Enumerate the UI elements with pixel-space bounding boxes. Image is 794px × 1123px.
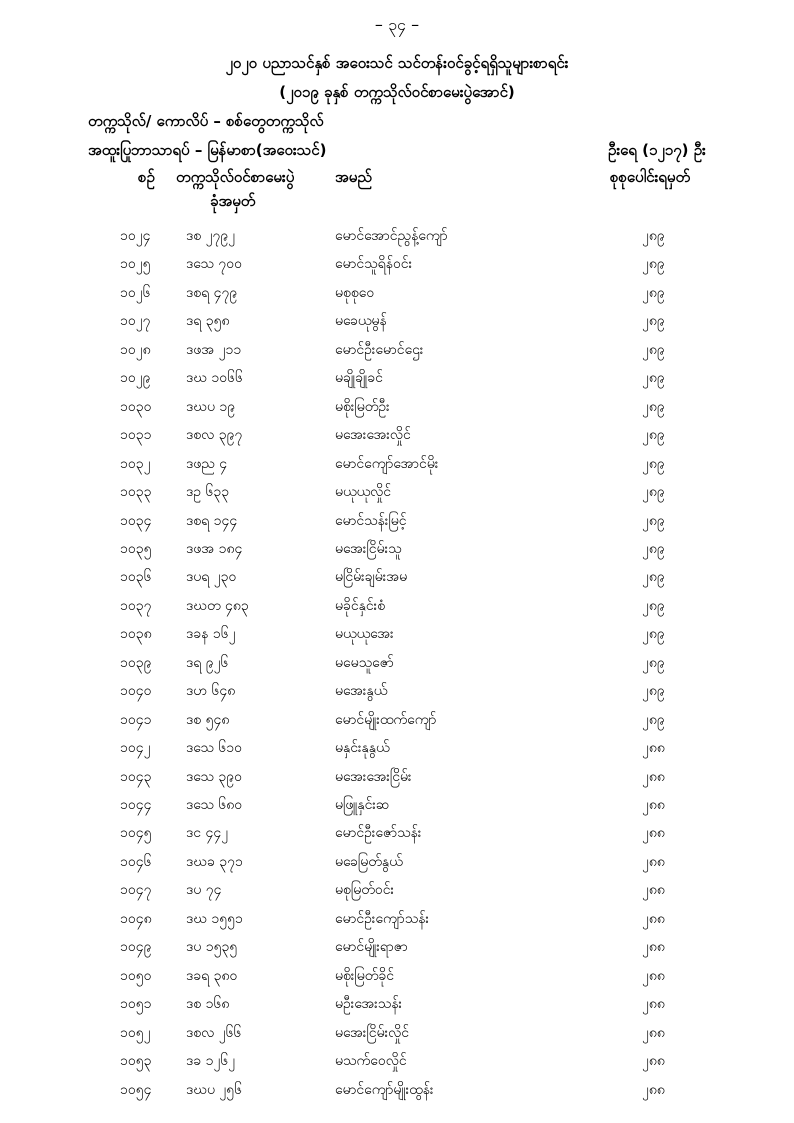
- table-row: [0, 226, 794, 254]
- cell-roll: ဒသေ ၆၁၀: [186, 740, 242, 757]
- cell-name: မစိုးမြတ်ဦး: [335, 398, 390, 415]
- cell-no: ၁၀၄၈: [120, 910, 152, 927]
- table-row: [0, 880, 794, 908]
- cell-roll: ဒသေ ၃၉၀: [186, 768, 242, 785]
- table-row: [0, 311, 794, 339]
- cell-roll: ဒင ၄၄၂: [186, 825, 229, 842]
- cell-roll: ဒဖည ၄: [186, 455, 228, 472]
- cell-no: ၁၀၃၁: [120, 427, 152, 444]
- cell-total: ၂၈၉: [642, 626, 665, 643]
- cell-no: ၁၀၅၂: [120, 1024, 151, 1041]
- cell-no: ၁၀၃၃: [120, 484, 152, 501]
- cell-no: ၁၀၃၀: [120, 398, 152, 415]
- cell-name: မောင်ကျော်မျိုးထွန်း: [335, 1081, 434, 1098]
- cell-total: ၂၈၉: [642, 427, 665, 444]
- cell-roll: ဒရ ၃၅၈: [186, 313, 230, 330]
- table-row: [0, 994, 794, 1022]
- cell-total: ၂၈၉: [642, 341, 665, 358]
- cell-no: ၁၀၄၉: [120, 939, 152, 956]
- cell-roll: ဒပ ၇၄: [186, 882, 222, 899]
- table-row: [0, 567, 794, 595]
- cell-total: ၂၈၈: [642, 1081, 665, 1098]
- cell-no: ၁၀၂၄: [120, 228, 151, 244]
- cell-roll: ဒပရ ၂၃၀: [186, 569, 237, 586]
- cell-name: မအေးအေးလှိုင်: [335, 427, 411, 444]
- table-row: [0, 454, 794, 482]
- cell-total: ၂၈၉: [642, 398, 665, 415]
- cell-name: မစုမြတ်ဝင်း: [335, 882, 395, 899]
- cell-no: ၁၀၅၁: [120, 996, 152, 1013]
- cell-no: ၁၀၃၅: [120, 540, 152, 557]
- table-row: [0, 624, 794, 652]
- cell-no: ၁၀၄၅: [120, 825, 152, 842]
- cell-no: ၁၀၂၉: [120, 370, 151, 387]
- cell-no: ၁၀၄၆: [120, 853, 152, 870]
- table-row: [0, 966, 794, 994]
- table-row: [0, 1051, 794, 1079]
- cell-no: ၁၀၃၉: [120, 654, 152, 671]
- cell-roll: ဒဟ ၆၄၈: [186, 683, 236, 700]
- cell-total: ၂၈၉: [642, 512, 665, 529]
- table-row: [0, 1023, 794, 1051]
- table-row: [0, 539, 794, 567]
- cell-total: ၂၈၉: [642, 711, 665, 728]
- table-row: [0, 397, 794, 425]
- cell-total: ၂၈၈: [642, 882, 665, 899]
- cell-name: မအေးငြိမ်းလှိုင်: [335, 1024, 410, 1041]
- cell-name: မောင်ဦးမောင်ဌေး: [335, 341, 424, 358]
- cell-roll: ဒဖအ ၂၁၁: [186, 341, 242, 358]
- cell-name: မအေးနွယ်: [335, 683, 388, 700]
- subject-line: အထူးပြုဘာသာရပ် – မြန်မာစာ(အဝေးသင်): [88, 141, 327, 159]
- cell-roll: ဒခ ၁၂၆၂: [186, 1053, 236, 1070]
- cell-total: ၂၈၈: [642, 1053, 665, 1070]
- table-row: [0, 738, 794, 766]
- cell-total: ၂၈၉: [642, 597, 665, 614]
- cell-total: ၂၈၈: [642, 1024, 665, 1041]
- column-header-roll: တက္ကသိုလ်ဝင်စာမေးပွဲ: [176, 168, 295, 186]
- cell-roll: ဒစလ ၂၆၆: [186, 1024, 242, 1041]
- table-row: [0, 852, 794, 880]
- cell-no: ၁၀၂၆: [120, 284, 151, 301]
- cell-total: ၂၈၉: [642, 284, 665, 301]
- cell-total: ၂၈၉: [642, 484, 665, 501]
- cell-no: ၁၀၂၈: [120, 341, 151, 358]
- cell-no: ၁၀၄၂: [120, 740, 151, 757]
- cell-total: ၂၈၉: [642, 683, 665, 700]
- table-row: [0, 681, 794, 709]
- column-header-no: စဉ်: [138, 168, 155, 186]
- cell-name: မနှင်းနုနွယ်: [335, 740, 390, 757]
- cell-no: ၁၀၅၀: [120, 967, 152, 984]
- cell-roll: ဒဖအ ၁၈၄: [186, 540, 243, 557]
- cell-roll: ဒစ ၂၇၉၂: [186, 228, 236, 244]
- cell-no: ၁၀၄၄: [120, 797, 152, 813]
- cell-roll: ဒစ ၅၄၈: [186, 711, 230, 728]
- cell-total: ၂၈၈: [642, 967, 665, 984]
- cell-no: ၁၀၃၈: [120, 626, 152, 643]
- table-row: [0, 653, 794, 681]
- cell-roll: ဒရ ၉၂၆: [186, 654, 229, 671]
- cell-name: မောင်မျိုးရာဇာ: [335, 939, 408, 956]
- cell-total: ၂၈၉: [642, 569, 665, 586]
- cell-no: ၁၀၅၃: [120, 1053, 152, 1070]
- cell-total: ၂၈၉: [642, 228, 665, 244]
- cell-roll: ဒဃခ ၃၇၁: [186, 853, 243, 870]
- cell-total: ၂၈၈: [642, 740, 665, 757]
- cell-total: ၂၈၈: [642, 910, 665, 927]
- cell-name: မချိုချိုခင်: [335, 370, 383, 387]
- cell-roll: ဒခန ၁၆၂: [186, 626, 236, 643]
- cell-name: မဦးအေးသန်း: [335, 996, 403, 1013]
- cell-no: ၁၀၃၆: [120, 569, 152, 586]
- cell-name: မယုယုလှိုင်: [335, 484, 392, 501]
- table-row: [0, 710, 794, 738]
- cell-name: မအေးအေးငြိမ်း: [335, 768, 412, 785]
- table-row: [0, 368, 794, 396]
- cell-name: မသက်ဝေလှိုင်: [335, 1053, 407, 1070]
- page-number: – ၃၄ –: [374, 15, 420, 34]
- cell-name: မောင်သန်းမြင့်: [335, 512, 407, 529]
- column-header-roll-continued: ခုံအမှတ်: [210, 192, 256, 210]
- cell-name: မခေယုမွန်: [335, 313, 387, 330]
- column-header-total: စုစုပေါင်းရမှတ်: [610, 168, 691, 186]
- document-subtitle: (၂၀၁၉ ခုနှစ် တက္ကသိုလ်ဝင်စာမေးပွဲအောင်): [279, 83, 515, 101]
- table-row: [0, 511, 794, 539]
- cell-total: ၂၈၈: [642, 768, 665, 785]
- cell-name: မယုယုအေး: [335, 626, 394, 643]
- university-line: တက္ကသိုလ်/ ကောလိပ် – စစ်တွေတက္ကသိုလ်: [88, 112, 324, 130]
- cell-name: မခေမြတ်နွယ်: [335, 853, 403, 870]
- cell-no: ၁၀၃၂: [120, 455, 151, 472]
- cell-name: မစုစုဝေ: [335, 284, 375, 301]
- cell-name: မောင်ကျော်အောင်မိုး: [335, 455, 439, 472]
- cell-no: ၁၀၂၅: [120, 256, 151, 273]
- table-row: [0, 767, 794, 795]
- cell-roll: ဒစ ၁၆၈: [186, 996, 230, 1013]
- table-row: [0, 254, 794, 282]
- cell-no: ၁၀၄၇: [120, 882, 152, 899]
- cell-roll: ဒစလ ၃၉၇: [186, 427, 243, 444]
- total-count-line: ဦးရေ (၁၂၁၇) ဦး: [608, 141, 706, 159]
- cell-total: ၂၈၈: [642, 996, 665, 1013]
- cell-no: ၁၀၃၇: [120, 597, 152, 614]
- table-row: [0, 909, 794, 937]
- cell-roll: ဒခရ ၃၈၀: [186, 967, 238, 984]
- table-row: [0, 482, 794, 510]
- cell-name: မောင်ဦးဇော်သန်း: [335, 825, 422, 842]
- table-row: [0, 1080, 794, 1108]
- cell-total: ၂၈၉: [642, 256, 665, 273]
- table-row: [0, 823, 794, 851]
- column-header-name: အမည်: [335, 168, 372, 186]
- cell-name: မောင်ဦးကျော်သန်း: [335, 910, 430, 927]
- cell-roll: ဒသေ ၆၈၀: [186, 797, 243, 813]
- cell-no: ၁၀၄၁: [120, 711, 152, 728]
- cell-roll: ဒသေ ၇၀၀: [186, 256, 242, 273]
- table-row: [0, 283, 794, 311]
- cell-roll: ဒဃပ ၁၉: [186, 398, 236, 415]
- cell-total: ၂၈၈: [642, 825, 665, 842]
- cell-total: ၂၈၉: [642, 455, 665, 472]
- table-row: [0, 425, 794, 453]
- cell-name: မောင်မျိုးထက်ကျော်: [335, 711, 437, 728]
- cell-roll: ဒဥ ၆၃၃: [186, 484, 230, 501]
- cell-name: မအေးငြိမ်းသူ: [335, 540, 402, 557]
- cell-total: ၂၈၉: [642, 654, 665, 671]
- cell-total: ၂၈၉: [642, 370, 665, 387]
- cell-name: မဖြူနှင်းဆ: [335, 797, 390, 813]
- cell-name: မောင်သူရိန်ဝင်း: [335, 256, 413, 273]
- cell-roll: ဒစရ ၄၇၉: [186, 284, 238, 301]
- cell-name: မငြိမ်းချမ်းအမ: [335, 569, 408, 586]
- cell-name: မစိုးမြတ်ခိုင်: [335, 967, 395, 984]
- cell-no: ၁၀၄၀: [120, 683, 152, 700]
- cell-roll: ဒဃတ ၄၈၃: [186, 597, 249, 614]
- cell-name: မောင်အောင်ညွန့်ကျော်: [335, 228, 448, 244]
- cell-no: ၁၀၄၃: [120, 768, 152, 785]
- table-row: [0, 596, 794, 624]
- cell-total: ၂၈၉: [642, 313, 665, 330]
- cell-roll: ဒဃ ၁၀၆၆: [186, 370, 243, 387]
- cell-total: ၂၈၈: [642, 853, 665, 870]
- cell-roll: ဒပ ၁၅၃၅: [186, 939, 238, 956]
- cell-name: မမေသူဇော်: [335, 654, 394, 671]
- cell-no: ၁၀၂၇: [120, 313, 151, 330]
- table-row: [0, 340, 794, 368]
- cell-total: ၂၈၈: [642, 797, 665, 813]
- cell-roll: ဒဃပ ၂၅၆: [186, 1081, 243, 1098]
- cell-name: မခိုင်နှင်းစံ: [335, 597, 386, 614]
- cell-roll: ဒဃ ၁၅၅၁: [186, 910, 243, 927]
- document-title: ၂၀၂၀ ပညာသင်နှစ် အဝေးသင် သင်တန်းဝင်ခွင့်ရရှိသူများစာရင်း: [225, 54, 569, 72]
- table-row: [0, 937, 794, 965]
- cell-total: ၂၈၉: [642, 540, 665, 557]
- cell-total: ၂၈၈: [642, 939, 665, 956]
- cell-no: ၁၀၅၄: [120, 1081, 152, 1098]
- table-row: [0, 795, 794, 823]
- cell-roll: ဒစရ ၁၄၄: [186, 512, 238, 529]
- cell-no: ၁၀၃၄: [120, 512, 152, 529]
